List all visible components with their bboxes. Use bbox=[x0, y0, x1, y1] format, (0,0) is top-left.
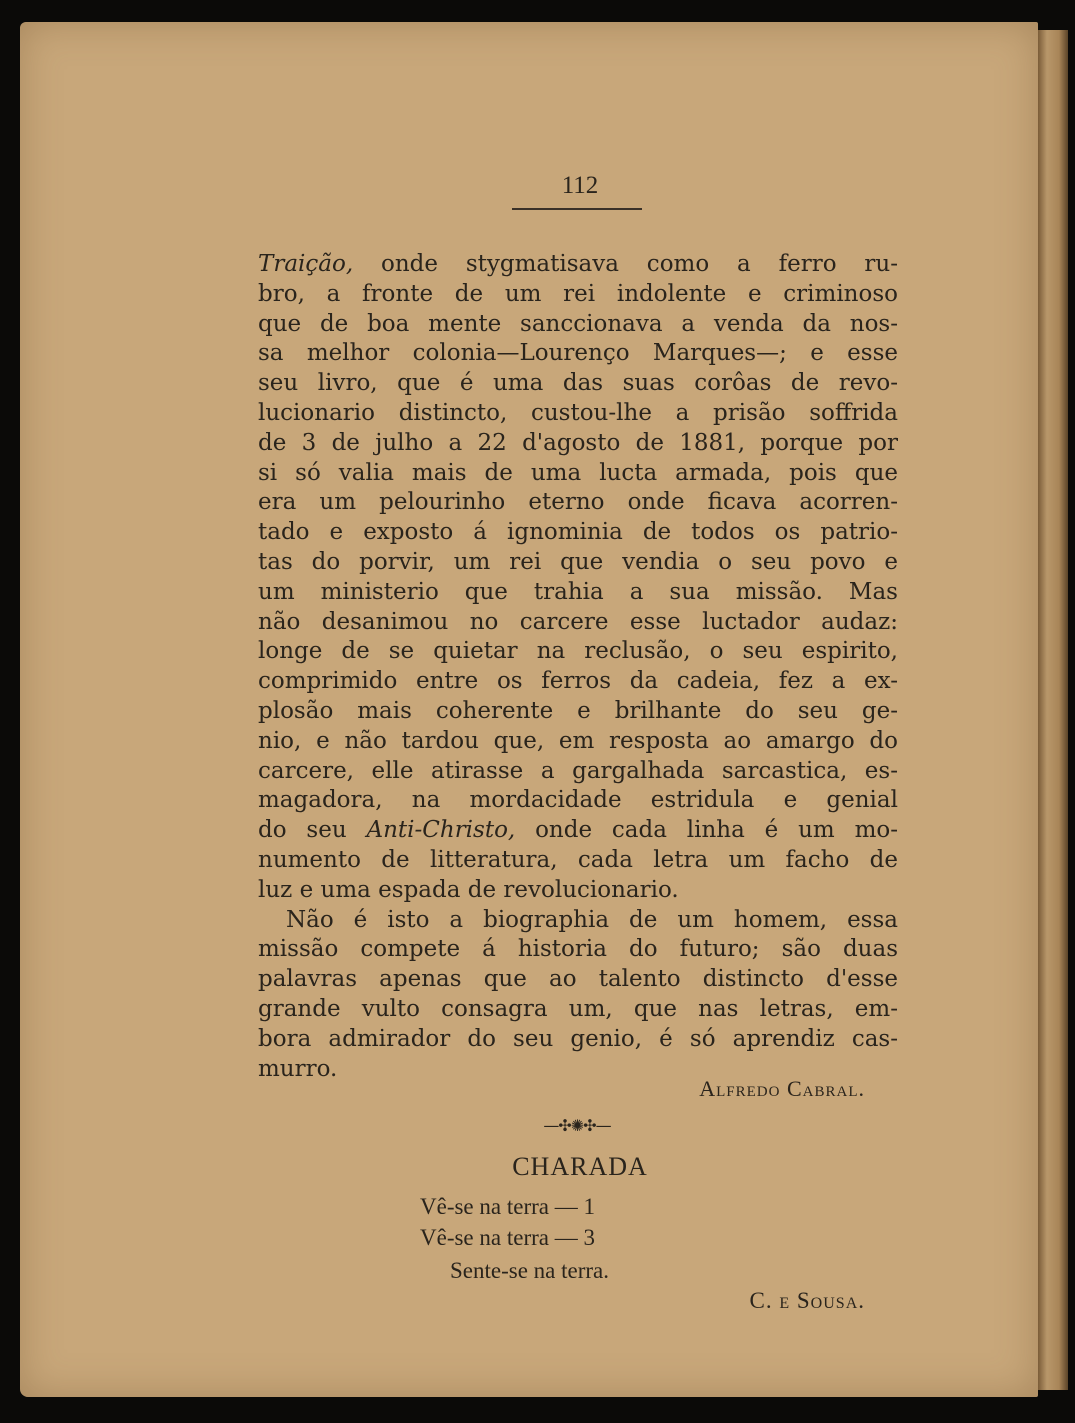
charada-title: CHARADA bbox=[512, 1152, 648, 1181]
text-line: longe de se quietar na reclusão, o seu espirito, bbox=[258, 638, 898, 665]
charada-verse: Vê-se na terra — 3 bbox=[420, 1225, 595, 1250]
text-line: bora admirador do seu genio, é só aprendiz cas- bbox=[258, 1025, 898, 1052]
text-line: de 3 de julho a 22 d'agosto de 1881, porque por bbox=[258, 429, 898, 456]
text-line: sa melhor colonia—Lourenço Marques—; e esse bbox=[258, 340, 898, 367]
page-number: 112 bbox=[561, 172, 599, 199]
text-line: tas do porvir, um rei que vendia o seu povo e bbox=[258, 548, 898, 575]
text-line: Não é isto a biographia de um homem, essa bbox=[286, 906, 898, 933]
text-line: era um pelourinho eterno onde ficava acorren- bbox=[258, 489, 898, 516]
text-line: bro, a fronte de um rei indolente e criminoso bbox=[258, 280, 898, 307]
charada-verse: Vê-se na terra — 1 bbox=[420, 1194, 595, 1219]
text-line: missão compete á historia do futuro; são duas bbox=[258, 936, 898, 963]
text-line: nio, e não tardou que, em resposta ao amargo do bbox=[258, 727, 898, 754]
text-line: si só valia mais de uma lucta armada, pois que bbox=[258, 459, 898, 486]
text-line: murro. bbox=[258, 1055, 338, 1082]
text-line: seu livro, que é uma das suas corôas de revo- bbox=[258, 370, 898, 397]
text-line: magadora, na mordacidade estridula e genial bbox=[258, 787, 898, 814]
text-line: carcere, elle atirasse a gargalhada sarcastica, es- bbox=[258, 757, 898, 784]
ornament-divider: —✣✺✣— bbox=[543, 1116, 611, 1135]
text-line: que de boa mente sanccionava a venda da nos- bbox=[258, 310, 898, 337]
text-line: tado e exposto á ignominia de todos os patrio- bbox=[258, 519, 898, 546]
charada-verse: Sente-se na terra. bbox=[450, 1258, 610, 1283]
text-line: palavras apenas que ao talento distincto d'esse bbox=[258, 966, 898, 993]
text-line: grande vulto consagra um, que nas letras, em- bbox=[258, 995, 898, 1022]
text-line: um ministerio que trahia a sua missão. Mas bbox=[258, 578, 898, 605]
italic-title: Traição, bbox=[258, 251, 354, 277]
body-text bbox=[258, 250, 898, 1084]
article-signature: Alfredo Cabral. bbox=[699, 1076, 865, 1101]
header-rule bbox=[512, 208, 642, 210]
text-line: luz e uma espada de revolucionario. bbox=[258, 876, 679, 903]
text-line: comprimido entre os ferros da cadeia, fez a ex- bbox=[258, 668, 898, 695]
text-line: Traição, onde stygmatisava como a ferro ru- bbox=[258, 251, 898, 277]
charada-author: C. e Sousa. bbox=[749, 1288, 865, 1313]
text-line: lucionario distincto, custou-lhe a prisão soffrida bbox=[258, 399, 898, 426]
italic-title: Anti-Christo, bbox=[366, 817, 516, 844]
text-line: numento de litteratura, cada letra um facho de bbox=[258, 846, 898, 873]
page-edge bbox=[1038, 30, 1068, 1390]
text-line: não desanimou no carcere esse luctador audaz: bbox=[258, 608, 898, 635]
text-line: do seu Anti-Christo, onde cada linha é um mo- bbox=[258, 817, 899, 844]
text-line: plosão mais coherente e brilhante do seu ge- bbox=[258, 697, 898, 724]
